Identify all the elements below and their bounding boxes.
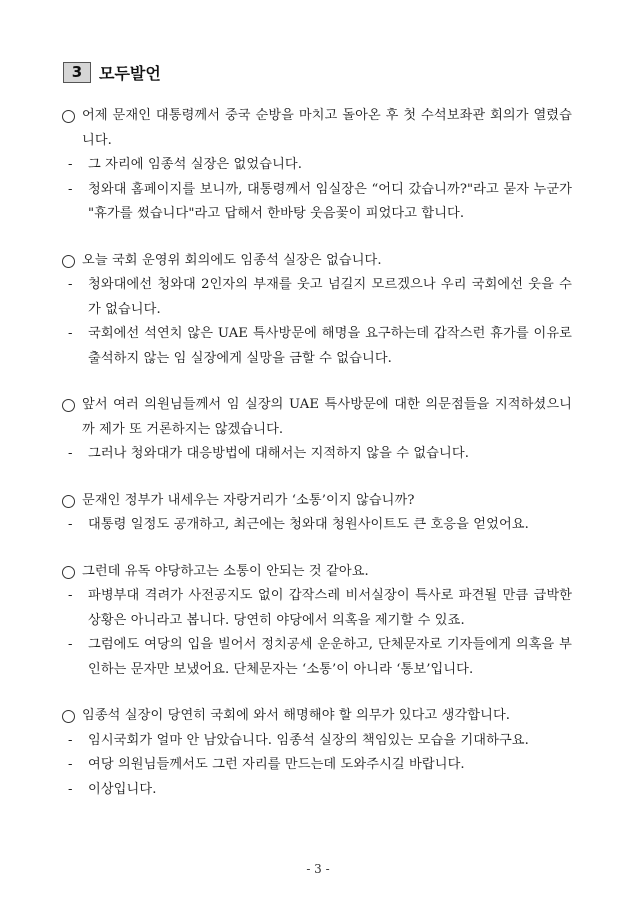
page-number: - 3 - — [306, 862, 330, 876]
dash-bullet-icon: - — [68, 277, 73, 292]
sub-point: - 청와대에선 청와대 2인자의 부재를 웃고 넘길지 모르겠으나 우리 국회에선 웃을 수가 없습니다. — [62, 273, 572, 322]
circle-bullet-icon — [62, 255, 75, 268]
dash-bullet-icon: - — [68, 157, 73, 172]
sub-point: - 국회에선 석연치 않은 UAE 특사방문에 해명을 요구하는데 갑작스런 휴가를 이유로 출석하지 않는 임 실장에게 실망을 금할 수 없습니다. — [62, 322, 572, 371]
paragraph-block — [62, 560, 572, 683]
dash-bullet-icon: - — [68, 732, 73, 748]
dash-bullet-icon: - — [68, 637, 73, 652]
sub-point: - 임시국회가 얼마 안 남았습니다. 임종석 실장의 책임있는 모습을 기대하구요. — [62, 729, 572, 754]
section-title: 모두발언 — [99, 64, 161, 83]
sub-point: - 청와대 홈페이지를 보니까, 대통령께서 임실장은 “어디 갔습니까?"라고 묻자 누군가 "휴가를 썼습니다"라고 답해서 한바탕 웃음꽃이 피었다고 합니다. — [62, 178, 572, 227]
dash-bullet-icon: - — [68, 517, 73, 532]
sub-point: - 여당 의원님들께서도 그런 자리를 만드는데 도와주시길 바랍니다. — [62, 753, 572, 778]
dash-bullet-icon: - — [68, 181, 73, 197]
sub-point: - 이상입니다. — [62, 778, 572, 803]
dash-bullet-icon: - — [68, 781, 73, 797]
main-point: 그런데 유독 야당하고는 소통이 안되는 것 같아요. — [62, 560, 572, 585]
main-point: 오늘 국회 운영위 회의에도 임종석 실장은 없습니다. — [62, 249, 572, 274]
section-number-badge: 3 — [63, 62, 91, 83]
dash-bullet-icon: - — [68, 446, 73, 461]
circle-bullet-icon — [62, 710, 75, 723]
circle-bullet-icon — [62, 495, 75, 508]
main-point: 문재인 정부가 내세우는 자랑거리가 ‘소통’이지 않습니까? — [62, 489, 572, 514]
dash-bullet-icon: - — [68, 588, 73, 603]
paragraph-block — [62, 249, 572, 372]
main-point: 어제 문재인 대통령께서 중국 순방을 마치고 돌아온 후 첫 수석보좌관 회의가 열렸습니다. — [62, 104, 572, 153]
sub-point: - 그 자리에 임종석 실장은 없었습니다. — [62, 153, 572, 178]
main-point: 임종석 실장이 당연히 국회에 와서 해명해야 할 의무가 있다고 생각합니다. — [62, 704, 572, 729]
sub-point: - 대통령 일정도 공개하고, 최근에는 청와대 청원사이트도 큰 호응을 얻었어요. — [62, 513, 572, 538]
circle-bullet-icon — [62, 399, 75, 412]
section-header — [63, 61, 161, 84]
main-point: 앞서 여러 의원님들께서 임 실장의 UAE 특사방문에 대한 의문점들을 지적하셨으니까 제가 또 거론하지는 않겠습니다. — [62, 393, 572, 442]
dash-bullet-icon: - — [68, 757, 73, 772]
sub-point: - 그럼에도 여당의 입을 빌어서 정치공세 운운하고, 단체문자로 기자들에게 의혹을 부인하는 문자만 보냈어요. 단체문자는 ‘소통’이 아니라 ‘통보’입니다. — [62, 633, 572, 682]
circle-bullet-icon — [62, 110, 75, 123]
sub-point: - 파병부대 격려가 사전공지도 없이 갑작스레 비서실장이 특사로 파견될 만큼 급박한 상황은 아니라고 봅니다. 당연히 야당에서 의혹을 제기할 수 있죠. — [62, 584, 572, 633]
paragraph-block — [62, 104, 572, 227]
circle-bullet-icon — [62, 566, 75, 579]
sub-point: - 그러나 청와대가 대응방법에 대해서는 지적하지 않을 수 없습니다. — [62, 442, 572, 467]
dash-bullet-icon: - — [68, 326, 73, 341]
document-body — [62, 104, 572, 824]
paragraph-block — [62, 489, 572, 538]
paragraph-block — [62, 393, 572, 467]
paragraph-block — [62, 704, 572, 802]
